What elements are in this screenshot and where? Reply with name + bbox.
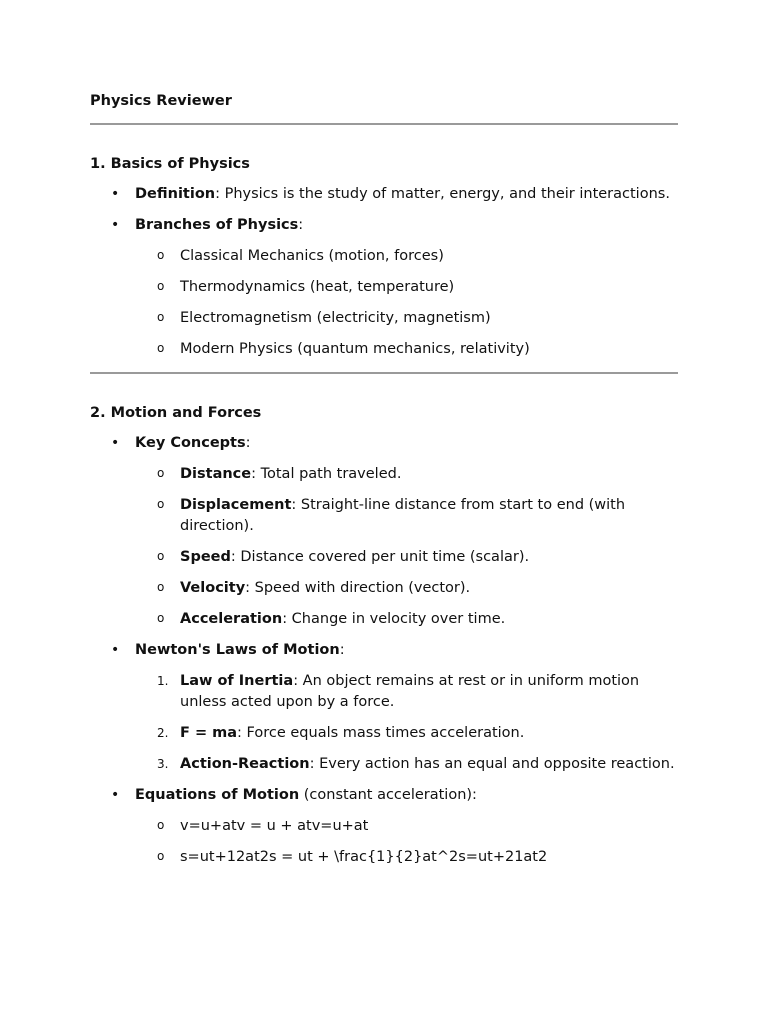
law-text: : An object remains at rest or in uniform motion unless acted upon by a force. [180,673,640,710]
list-item [90,547,678,568]
term-newton-laws: Newton's Laws of Motion [135,642,340,658]
list-item [90,308,678,329]
list-item-key-concepts [90,433,678,454]
colon: : [245,435,251,451]
branch-text: Modern Physics (quantum mechanics, relativity) [180,341,530,357]
list-item-branches [90,215,678,236]
concept-text: : Change in velocity over time. [282,611,506,627]
newton-laws-list [90,671,678,775]
branch-text: Thermodynamics (heat, temperature) [180,279,455,295]
document-page [90,91,678,868]
circle-bullet-icon: o [157,248,165,262]
section-2-list-equations [90,785,678,806]
list-number: 2. [157,726,169,740]
concept-text: : Total path traveled. [251,466,402,482]
list-item [90,754,678,775]
circle-bullet-icon: o [157,611,165,625]
bullet-icon: • [111,642,120,658]
branches-list [90,246,678,360]
concept-term: Acceleration [180,611,283,627]
concept-text: : Distance covered per unit time (scalar). [230,549,530,565]
equations-list [90,816,678,868]
bullet-icon: • [111,186,120,202]
list-item [90,816,678,837]
concept-term: Velocity [180,580,246,596]
concept-term: Distance [180,466,252,482]
concept-text: : Speed with direction (vector). [245,580,471,596]
circle-bullet-icon: o [157,466,165,480]
list-item [90,609,678,630]
circle-bullet-icon: o [157,849,165,863]
section-1-heading: 1. Basics of Physics [90,156,250,172]
section-2-list [90,433,678,454]
title-divider [90,123,678,125]
circle-bullet-icon: o [157,279,165,293]
list-item [90,277,678,298]
key-concepts-list [90,464,678,630]
law-text: : Every action has an equal and opposite reaction. [309,756,675,772]
circle-bullet-icon: o [157,549,165,563]
circle-bullet-icon: o [157,341,165,355]
document-title: Physics Reviewer [90,93,232,109]
bullet-icon: • [111,435,120,451]
law-text: : Force equals mass times acceleration. [237,725,525,741]
circle-bullet-icon: o [157,580,165,594]
bullet-icon: • [111,217,120,233]
list-item [90,847,678,868]
section-1-list [90,184,678,236]
equation-text: v=u+atv = u + atv=u+at [180,818,369,834]
circle-bullet-icon: o [157,818,165,832]
law-term: Action-Reaction [180,756,310,772]
list-item-newton-laws [90,640,678,661]
list-number: 3. [157,757,169,771]
list-number: 1. [157,674,169,688]
colon: : [298,217,304,233]
section-divider [90,372,678,374]
equation-text: s=ut+12at2s = ut + \frac{1}{2}at^2s=ut+21at2 [180,849,548,865]
list-item [90,246,678,267]
branch-text: Electromagnetism (electricity, magnetism) [180,310,491,326]
branch-text: Classical Mechanics (motion, forces) [180,248,444,264]
equations-suffix: (constant acceleration): [299,787,477,803]
term-definition: Definition [135,186,216,202]
circle-bullet-icon: o [157,497,165,511]
concept-text: : Straight-line distance from start to end (with direction). [180,497,626,534]
definition-text: : Physics is the study of matter, energy, and their interactions. [215,186,670,202]
term-equations: Equations of Motion [135,787,300,803]
list-item [90,723,678,744]
circle-bullet-icon: o [157,310,165,324]
law-term: F = ma [180,725,238,741]
section-2-list-newton [90,640,678,661]
list-item [90,464,678,485]
list-item [90,578,678,599]
law-term: Law of Inertia [180,673,294,689]
term-key-concepts: Key Concepts [135,435,246,451]
list-item [90,495,678,537]
bullet-icon: • [111,787,120,803]
section-2-heading: 2. Motion and Forces [90,405,262,421]
colon: : [339,642,345,658]
list-item [90,339,678,360]
list-item [90,671,678,713]
concept-term: Displacement [180,497,292,513]
term-branches: Branches of Physics [135,217,299,233]
list-item-equations [90,785,678,806]
concept-term: Speed [180,549,231,565]
list-item-definition [90,184,678,205]
